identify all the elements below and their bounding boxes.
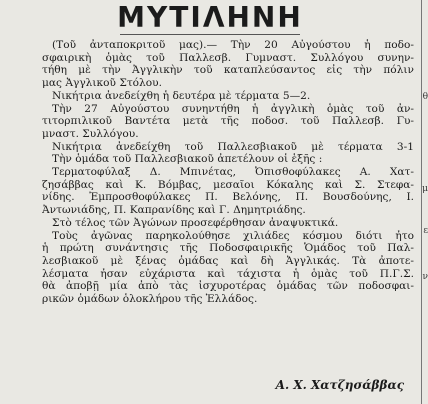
article-line: Ἀντωνιάδης, Π. Καπρανίδης καὶ Γ. Δημητριάδης. <box>42 204 306 217</box>
article-line: Νικήτρια ἀνεδείχθη τοῦ Παλλεσβιακοῦ μὲ τέρματα 3-1 <box>52 140 414 153</box>
article-line: ζησάββας καὶ Κ. Βόμβας, μεσαῖοι Κόκαλης καὶ Σ. Στεφα- <box>42 178 414 191</box>
article-line: Στὸ τέλος τῶν Ἀγώνων προσεφέρθησαν ἀναψυκτικά. <box>52 216 339 229</box>
article-line: ρικῶν ὁμάδων ὁλοκλήρου τῆς Ἑλλάδος. <box>42 293 258 306</box>
article-line: Τοὺς ἀγῶνας παρηκολούθησε χιλιάδες κόσμου διότι ἦτο <box>52 229 414 242</box>
article-line: θὰ ἀποβῇ μία ἀπὸ τὰς ἰσχυροτέρας ὁμάδας τῶν ποδοσφαι- <box>42 280 414 293</box>
cut-off-letter: ε <box>423 226 428 236</box>
author-signature: Α. Χ. Χατζησάββας <box>275 378 404 392</box>
article-line: μας Ἀγγλικοῦ Στόλου. <box>42 77 162 90</box>
article-line: Νικήτρια ἀνεδείχθη ἡ δευτέρα μὲ τέρματα 5—2. <box>52 89 311 102</box>
article-line: ἡ πρώτη συνάντησις τῆς Ποδοσφαιρικῆς Ὁμάδος τοῦ Παλ- <box>42 242 414 255</box>
cut-off-letter: θ <box>422 92 428 102</box>
article-line: λέσματα ἦσαν εὐχάριστα καὶ τάχιστα ἡ ὁμὰς τοῦ Π.Γ.Σ. <box>42 267 414 280</box>
article-line: λεσβιακοῦ μὲ ξένας ὁμάδας καὶ δὴ Ἀγγλικάς. Τὰ ἀποτε- <box>42 254 414 267</box>
article-body <box>42 39 414 306</box>
article-line: Τερματοφύλαξ Δ. Μπινέτας, Ὀπισθοφύλακες Α. Χατ- <box>52 166 414 179</box>
cut-off-letter: ν <box>422 272 428 282</box>
article-line: τιτορπιλικοῦ Βαντέτα μετὰ τῆς ποδοσ. τοῦ Παλλεσβ. Γυ- <box>42 115 414 128</box>
article-line: νίδης. Ἐμπροσθοφύλακες Π. Βελόνης, Π. Βουσδούνης, Ι. <box>42 191 414 204</box>
article-line: Τὴν 27 Αὐγούστου συνηντήθη ἡ ἀγγλικὴ ὁμὰς τοῦ ἀν- <box>52 102 414 115</box>
article-line: μναστ. Συλλόγου. <box>42 127 139 140</box>
article-line: (Τοῦ ἀνταποκριτοῦ μας).— Τὴν 20 Αὐγούστου ἡ ποδο- <box>52 39 414 51</box>
article-line: σφαιρικὴ ὁμὰς τοῦ Παλλεσβ. Γυμναστ. Συλλόγου συνην- <box>42 51 414 64</box>
column-rule <box>421 0 422 404</box>
article-line: τήθη μὲ τὴν Ἀγγλικὴν τοῦ καταπλεύσαντος εἰς τὴν πόλιν <box>42 64 414 77</box>
headline-underline <box>120 34 300 35</box>
article-line: Τὴν ὁμάδα τοῦ Παλλεσβιακοῦ ἀπετέλουν οἱ ἑξῆς : <box>52 153 323 166</box>
article-headline: ΜΥΤΙΛΗΝΗ <box>117 1 303 34</box>
cut-off-letter: μ <box>422 184 428 194</box>
